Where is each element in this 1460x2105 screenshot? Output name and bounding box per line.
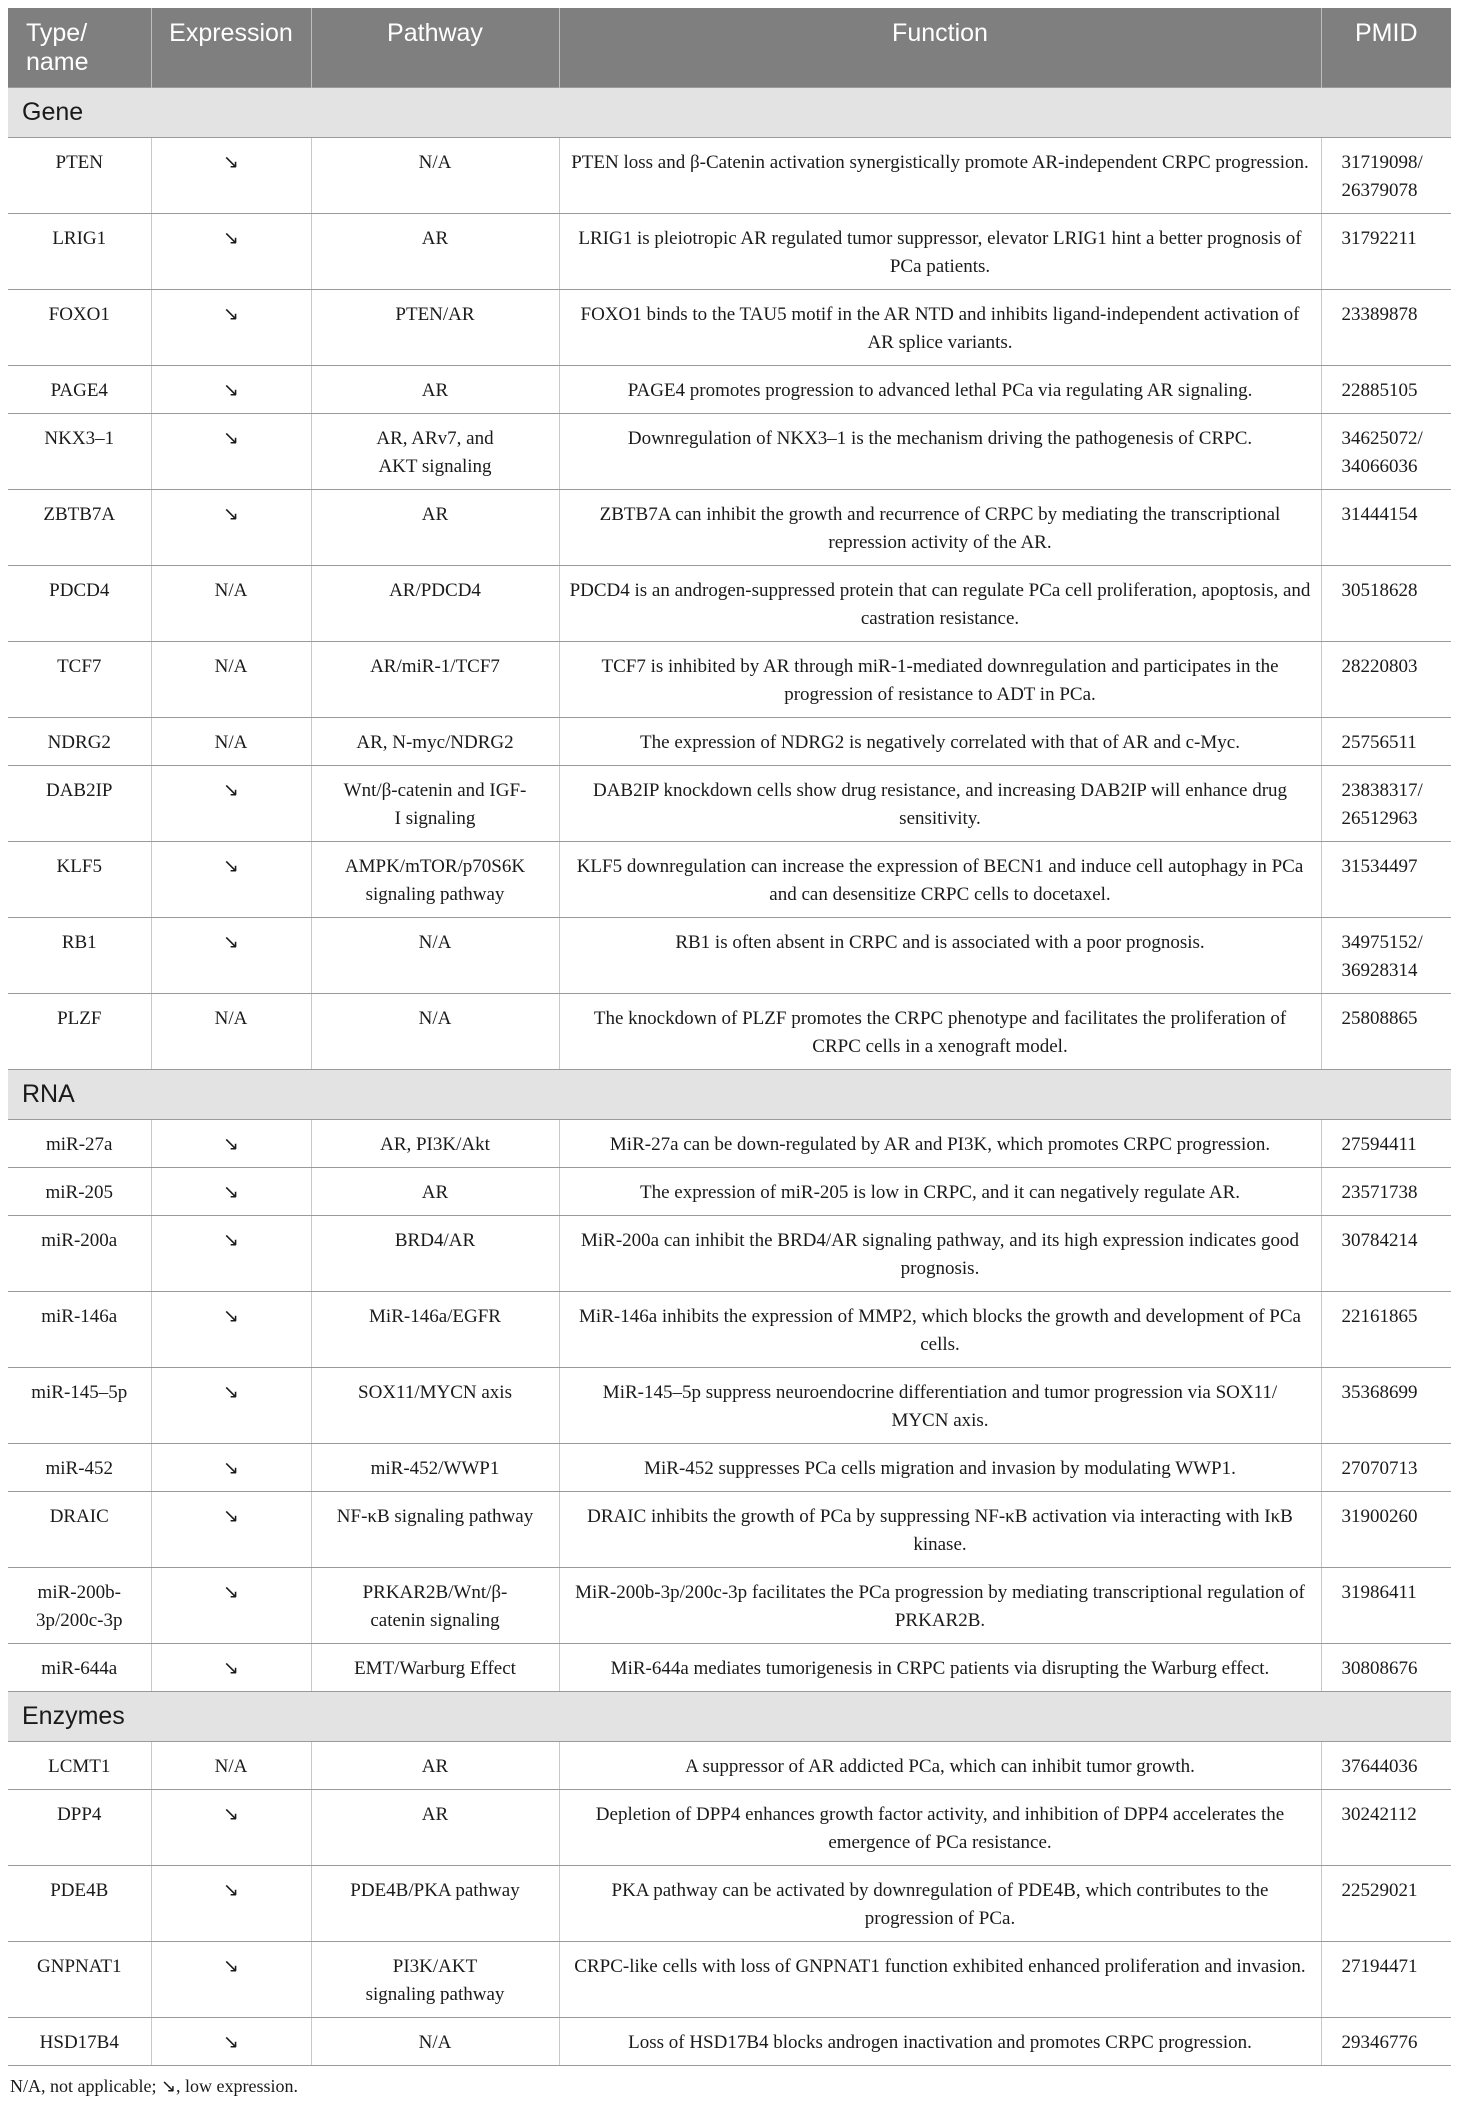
row-pathway: AR bbox=[311, 489, 559, 565]
table-row bbox=[8, 1167, 1451, 1215]
row-name: miR-200b- 3p/200c-3p bbox=[8, 1567, 151, 1643]
row-pathway: AR, PI3K/Akt bbox=[311, 1119, 559, 1167]
row-pmid: 23389878 bbox=[1321, 289, 1451, 365]
row-name: TCF7 bbox=[8, 641, 151, 717]
row-function: MiR-27a can be down-regulated by AR and PI3K, which promotes CRPC progression. bbox=[559, 1119, 1321, 1167]
table-row bbox=[8, 489, 1451, 565]
table-row bbox=[8, 841, 1451, 917]
row-pmid: 31792211 bbox=[1321, 213, 1451, 289]
row-pmid: 27594411 bbox=[1321, 1119, 1451, 1167]
row-function: MiR-452 suppresses PCa cells migration and invasion by modulating WWP1. bbox=[559, 1443, 1321, 1491]
row-expression: ↘ bbox=[151, 289, 311, 365]
row-pmid: 29346776 bbox=[1321, 2017, 1451, 2065]
row-function: CRPC-like cells with loss of GNPNAT1 function exhibited enhanced proliferation and invasion. bbox=[559, 1941, 1321, 2017]
row-function: LRIG1 is pleiotropic AR regulated tumor suppressor, elevator LRIG1 hint a better prognosis of PCa patients. bbox=[559, 213, 1321, 289]
row-function: TCF7 is inhibited by AR through miR-1-mediated downregulation and participates in the progression of resistance to ADT in PCa. bbox=[559, 641, 1321, 717]
row-expression: ↘ bbox=[151, 1491, 311, 1567]
row-function: The expression of NDRG2 is negatively correlated with that of AR and c-Myc. bbox=[559, 717, 1321, 765]
row-pathway: AR, N-myc/NDRG2 bbox=[311, 717, 559, 765]
header-pathway: Pathway bbox=[311, 8, 559, 87]
row-pathway: PRKAR2B/Wnt/β- catenin signaling bbox=[311, 1567, 559, 1643]
header-type-name: Type/ name bbox=[8, 8, 151, 87]
row-name: ZBTB7A bbox=[8, 489, 151, 565]
row-expression: ↘ bbox=[151, 489, 311, 565]
row-name: miR-452 bbox=[8, 1443, 151, 1491]
row-pmid: 30242112 bbox=[1321, 1789, 1451, 1865]
row-expression: N/A bbox=[151, 565, 311, 641]
table-row bbox=[8, 1367, 1451, 1443]
row-expression: ↘ bbox=[151, 1167, 311, 1215]
section-header-gene bbox=[8, 87, 1451, 137]
row-expression: ↘ bbox=[151, 1643, 311, 1691]
row-name: miR-200a bbox=[8, 1215, 151, 1291]
row-expression: ↘ bbox=[151, 1367, 311, 1443]
row-pathway: NF-κB signaling pathway bbox=[311, 1491, 559, 1567]
row-pmid: 30518628 bbox=[1321, 565, 1451, 641]
row-name: DPP4 bbox=[8, 1789, 151, 1865]
row-pmid: 28220803 bbox=[1321, 641, 1451, 717]
row-pathway: AR/PDCD4 bbox=[311, 565, 559, 641]
row-expression: ↘ bbox=[151, 765, 311, 841]
table-row bbox=[8, 1789, 1451, 1865]
table-row bbox=[8, 1741, 1451, 1789]
row-pathway: AR bbox=[311, 365, 559, 413]
row-expression: ↘ bbox=[151, 1443, 311, 1491]
row-expression: ↘ bbox=[151, 1789, 311, 1865]
table-row bbox=[8, 1865, 1451, 1941]
row-name: HSD17B4 bbox=[8, 2017, 151, 2065]
row-name: NKX3–1 bbox=[8, 413, 151, 489]
row-name: PLZF bbox=[8, 993, 151, 1069]
table-row bbox=[8, 1215, 1451, 1291]
section-header-rna bbox=[8, 1069, 1451, 1119]
row-pathway: AMPK/mTOR/p70S6K signaling pathway bbox=[311, 841, 559, 917]
row-pmid: 35368699 bbox=[1321, 1367, 1451, 1443]
table-footnote: N/A, not applicable; ↘, low expression. bbox=[10, 2075, 299, 2096]
table-row bbox=[8, 2017, 1451, 2065]
section-title: RNA bbox=[8, 1069, 1451, 1119]
row-function: DAB2IP knockdown cells show drug resistance, and increasing DAB2IP will enhance drug sensitivity. bbox=[559, 765, 1321, 841]
row-name: KLF5 bbox=[8, 841, 151, 917]
row-pathway: AR, ARv7, and AKT signaling bbox=[311, 413, 559, 489]
row-pathway: AR bbox=[311, 1741, 559, 1789]
row-expression: N/A bbox=[151, 717, 311, 765]
row-pmid: 22161865 bbox=[1321, 1291, 1451, 1367]
row-pmid: 31719098/ 26379078 bbox=[1321, 137, 1451, 213]
table-row bbox=[8, 1567, 1451, 1643]
table-row bbox=[8, 289, 1451, 365]
row-name: LRIG1 bbox=[8, 213, 151, 289]
row-pmid: 37644036 bbox=[1321, 1741, 1451, 1789]
row-name: DRAIC bbox=[8, 1491, 151, 1567]
row-pathway: AR bbox=[311, 1167, 559, 1215]
row-pmid: 31986411 bbox=[1321, 1567, 1451, 1643]
row-pmid: 22529021 bbox=[1321, 1865, 1451, 1941]
table-row bbox=[8, 641, 1451, 717]
section-title: Gene bbox=[8, 87, 1451, 137]
row-expression: N/A bbox=[151, 641, 311, 717]
row-pmid: 25756511 bbox=[1321, 717, 1451, 765]
row-expression: ↘ bbox=[151, 1865, 311, 1941]
table-row bbox=[8, 917, 1451, 993]
row-function: ZBTB7A can inhibit the growth and recurrence of CRPC by mediating the transcriptional repression activity of the AR. bbox=[559, 489, 1321, 565]
table-row bbox=[8, 565, 1451, 641]
row-function: PTEN loss and β-Catenin activation synergistically promote AR-independent CRPC progression. bbox=[559, 137, 1321, 213]
row-name: miR-205 bbox=[8, 1167, 151, 1215]
row-function: MiR-145–5p suppress neuroendocrine differentiation and tumor progression via SOX11/ MYCN axis. bbox=[559, 1367, 1321, 1443]
row-pmid: 25808865 bbox=[1321, 993, 1451, 1069]
row-pmid: 27070713 bbox=[1321, 1443, 1451, 1491]
row-function: The expression of miR-205 is low in CRPC, and it can negatively regulate AR. bbox=[559, 1167, 1321, 1215]
row-pathway: PTEN/AR bbox=[311, 289, 559, 365]
row-pathway: AR bbox=[311, 213, 559, 289]
section-header-enzymes bbox=[8, 1691, 1451, 1741]
row-pathway: PDE4B/PKA pathway bbox=[311, 1865, 559, 1941]
table-row bbox=[8, 1491, 1451, 1567]
row-expression: ↘ bbox=[151, 1567, 311, 1643]
row-expression: ↘ bbox=[151, 1941, 311, 2017]
row-pmid: 27194471 bbox=[1321, 1941, 1451, 2017]
row-expression: ↘ bbox=[151, 1119, 311, 1167]
table-row bbox=[8, 1941, 1451, 2017]
row-function: MiR-146a inhibits the expression of MMP2, which blocks the growth and development of PCa cells. bbox=[559, 1291, 1321, 1367]
row-function: FOXO1 binds to the TAU5 motif in the AR NTD and inhibits ligand-independent activation of AR splice variants. bbox=[559, 289, 1321, 365]
row-name: NDRG2 bbox=[8, 717, 151, 765]
row-pathway: BRD4/AR bbox=[311, 1215, 559, 1291]
header-pmid: PMID bbox=[1321, 8, 1451, 87]
table-row bbox=[8, 765, 1451, 841]
header-function: Function bbox=[559, 8, 1321, 87]
header-expression: Expression bbox=[151, 8, 311, 87]
row-pmid: 22885105 bbox=[1321, 365, 1451, 413]
table-row bbox=[8, 137, 1451, 213]
row-function: DRAIC inhibits the growth of PCa by suppressing NF-κB activation via interacting with IκB kinase. bbox=[559, 1491, 1321, 1567]
row-name: PAGE4 bbox=[8, 365, 151, 413]
row-name: miR-145–5p bbox=[8, 1367, 151, 1443]
row-pathway: N/A bbox=[311, 137, 559, 213]
row-function: PAGE4 promotes progression to advanced lethal PCa via regulating AR signaling. bbox=[559, 365, 1321, 413]
row-name: RB1 bbox=[8, 917, 151, 993]
row-function: PKA pathway can be activated by downregulation of PDE4B, which contributes to the progression of PCa. bbox=[559, 1865, 1321, 1941]
row-expression: N/A bbox=[151, 1741, 311, 1789]
row-function: The knockdown of PLZF promotes the CRPC phenotype and facilitates the proliferation of CRPC cells in a xenograft model. bbox=[559, 993, 1321, 1069]
table-row bbox=[8, 1119, 1451, 1167]
row-name: LCMT1 bbox=[8, 1741, 151, 1789]
row-pmid: 30808676 bbox=[1321, 1643, 1451, 1691]
table-row bbox=[8, 1643, 1451, 1691]
row-pmid: 31900260 bbox=[1321, 1491, 1451, 1567]
row-expression: ↘ bbox=[151, 841, 311, 917]
row-pathway: EMT/Warburg Effect bbox=[311, 1643, 559, 1691]
row-pmid: 31444154 bbox=[1321, 489, 1451, 565]
row-pathway: AR/miR-1/TCF7 bbox=[311, 641, 559, 717]
section-title: Enzymes bbox=[8, 1691, 1451, 1741]
row-name: PDE4B bbox=[8, 1865, 151, 1941]
row-expression: ↘ bbox=[151, 213, 311, 289]
row-expression: ↘ bbox=[151, 365, 311, 413]
table-row bbox=[8, 213, 1451, 289]
row-function: Loss of HSD17B4 blocks androgen inactivation and promotes CRPC progression. bbox=[559, 2017, 1321, 2065]
data-table bbox=[8, 8, 1451, 2066]
row-pathway: AR bbox=[311, 1789, 559, 1865]
row-name: miR-644a bbox=[8, 1643, 151, 1691]
row-pathway: MiR-146a/EGFR bbox=[311, 1291, 559, 1367]
row-name: miR-27a bbox=[8, 1119, 151, 1167]
row-expression: ↘ bbox=[151, 413, 311, 489]
table-row bbox=[8, 993, 1451, 1069]
row-name: PDCD4 bbox=[8, 565, 151, 641]
table-row bbox=[8, 717, 1451, 765]
table-row bbox=[8, 1291, 1451, 1367]
row-function: RB1 is often absent in CRPC and is associated with a poor prognosis. bbox=[559, 917, 1321, 993]
row-pmid: 30784214 bbox=[1321, 1215, 1451, 1291]
row-pmid: 34625072/ 34066036 bbox=[1321, 413, 1451, 489]
table-header bbox=[8, 8, 1451, 87]
table-container bbox=[8, 8, 1451, 2097]
row-function: MiR-200b-3p/200c-3p facilitates the PCa progression by mediating transcriptional regulation of PRKAR2B. bbox=[559, 1567, 1321, 1643]
row-name: FOXO1 bbox=[8, 289, 151, 365]
row-pathway: SOX11/MYCN axis bbox=[311, 1367, 559, 1443]
row-expression: ↘ bbox=[151, 917, 311, 993]
row-function: A suppressor of AR addicted PCa, which can inhibit tumor growth. bbox=[559, 1741, 1321, 1789]
row-pathway: N/A bbox=[311, 917, 559, 993]
table-row bbox=[8, 365, 1451, 413]
row-pmid: 31534497 bbox=[1321, 841, 1451, 917]
row-expression: ↘ bbox=[151, 137, 311, 213]
row-expression: ↘ bbox=[151, 1215, 311, 1291]
table-row bbox=[8, 1443, 1451, 1491]
row-name: PTEN bbox=[8, 137, 151, 213]
row-name: GNPNAT1 bbox=[8, 1941, 151, 2017]
row-name: DAB2IP bbox=[8, 765, 151, 841]
row-pathway: Wnt/β-catenin and IGF- I signaling bbox=[311, 765, 559, 841]
row-function: Depletion of DPP4 enhances growth factor activity, and inhibition of DPP4 accelerates the emergence of PCa resistance. bbox=[559, 1789, 1321, 1865]
row-function: KLF5 downregulation can increase the expression of BECN1 and induce cell autophagy in PCa and can desensitize CRPC cells to docetaxel. bbox=[559, 841, 1321, 917]
row-pmid: 23571738 bbox=[1321, 1167, 1451, 1215]
table-body bbox=[8, 87, 1451, 2065]
row-pathway: N/A bbox=[311, 993, 559, 1069]
row-expression: N/A bbox=[151, 993, 311, 1069]
row-function: PDCD4 is an androgen-suppressed protein that can regulate PCa cell proliferation, apoptosis, and castration resistance. bbox=[559, 565, 1321, 641]
row-pathway: miR-452/WWP1 bbox=[311, 1443, 559, 1491]
row-pmid: 23838317/ 26512963 bbox=[1321, 765, 1451, 841]
row-pathway: N/A bbox=[311, 2017, 559, 2065]
row-name: miR-146a bbox=[8, 1291, 151, 1367]
table-row bbox=[8, 413, 1451, 489]
row-function: MiR-644a mediates tumorigenesis in CRPC patients via disrupting the Warburg effect. bbox=[559, 1643, 1321, 1691]
row-expression: ↘ bbox=[151, 2017, 311, 2065]
row-pathway: PI3K/AKT signaling pathway bbox=[311, 1941, 559, 2017]
row-function: MiR-200a can inhibit the BRD4/AR signaling pathway, and its high expression indicates good prognosis. bbox=[559, 1215, 1321, 1291]
row-expression: ↘ bbox=[151, 1291, 311, 1367]
row-pmid: 34975152/ 36928314 bbox=[1321, 917, 1451, 993]
row-function: Downregulation of NKX3–1 is the mechanism driving the pathogenesis of CRPC. bbox=[559, 413, 1321, 489]
